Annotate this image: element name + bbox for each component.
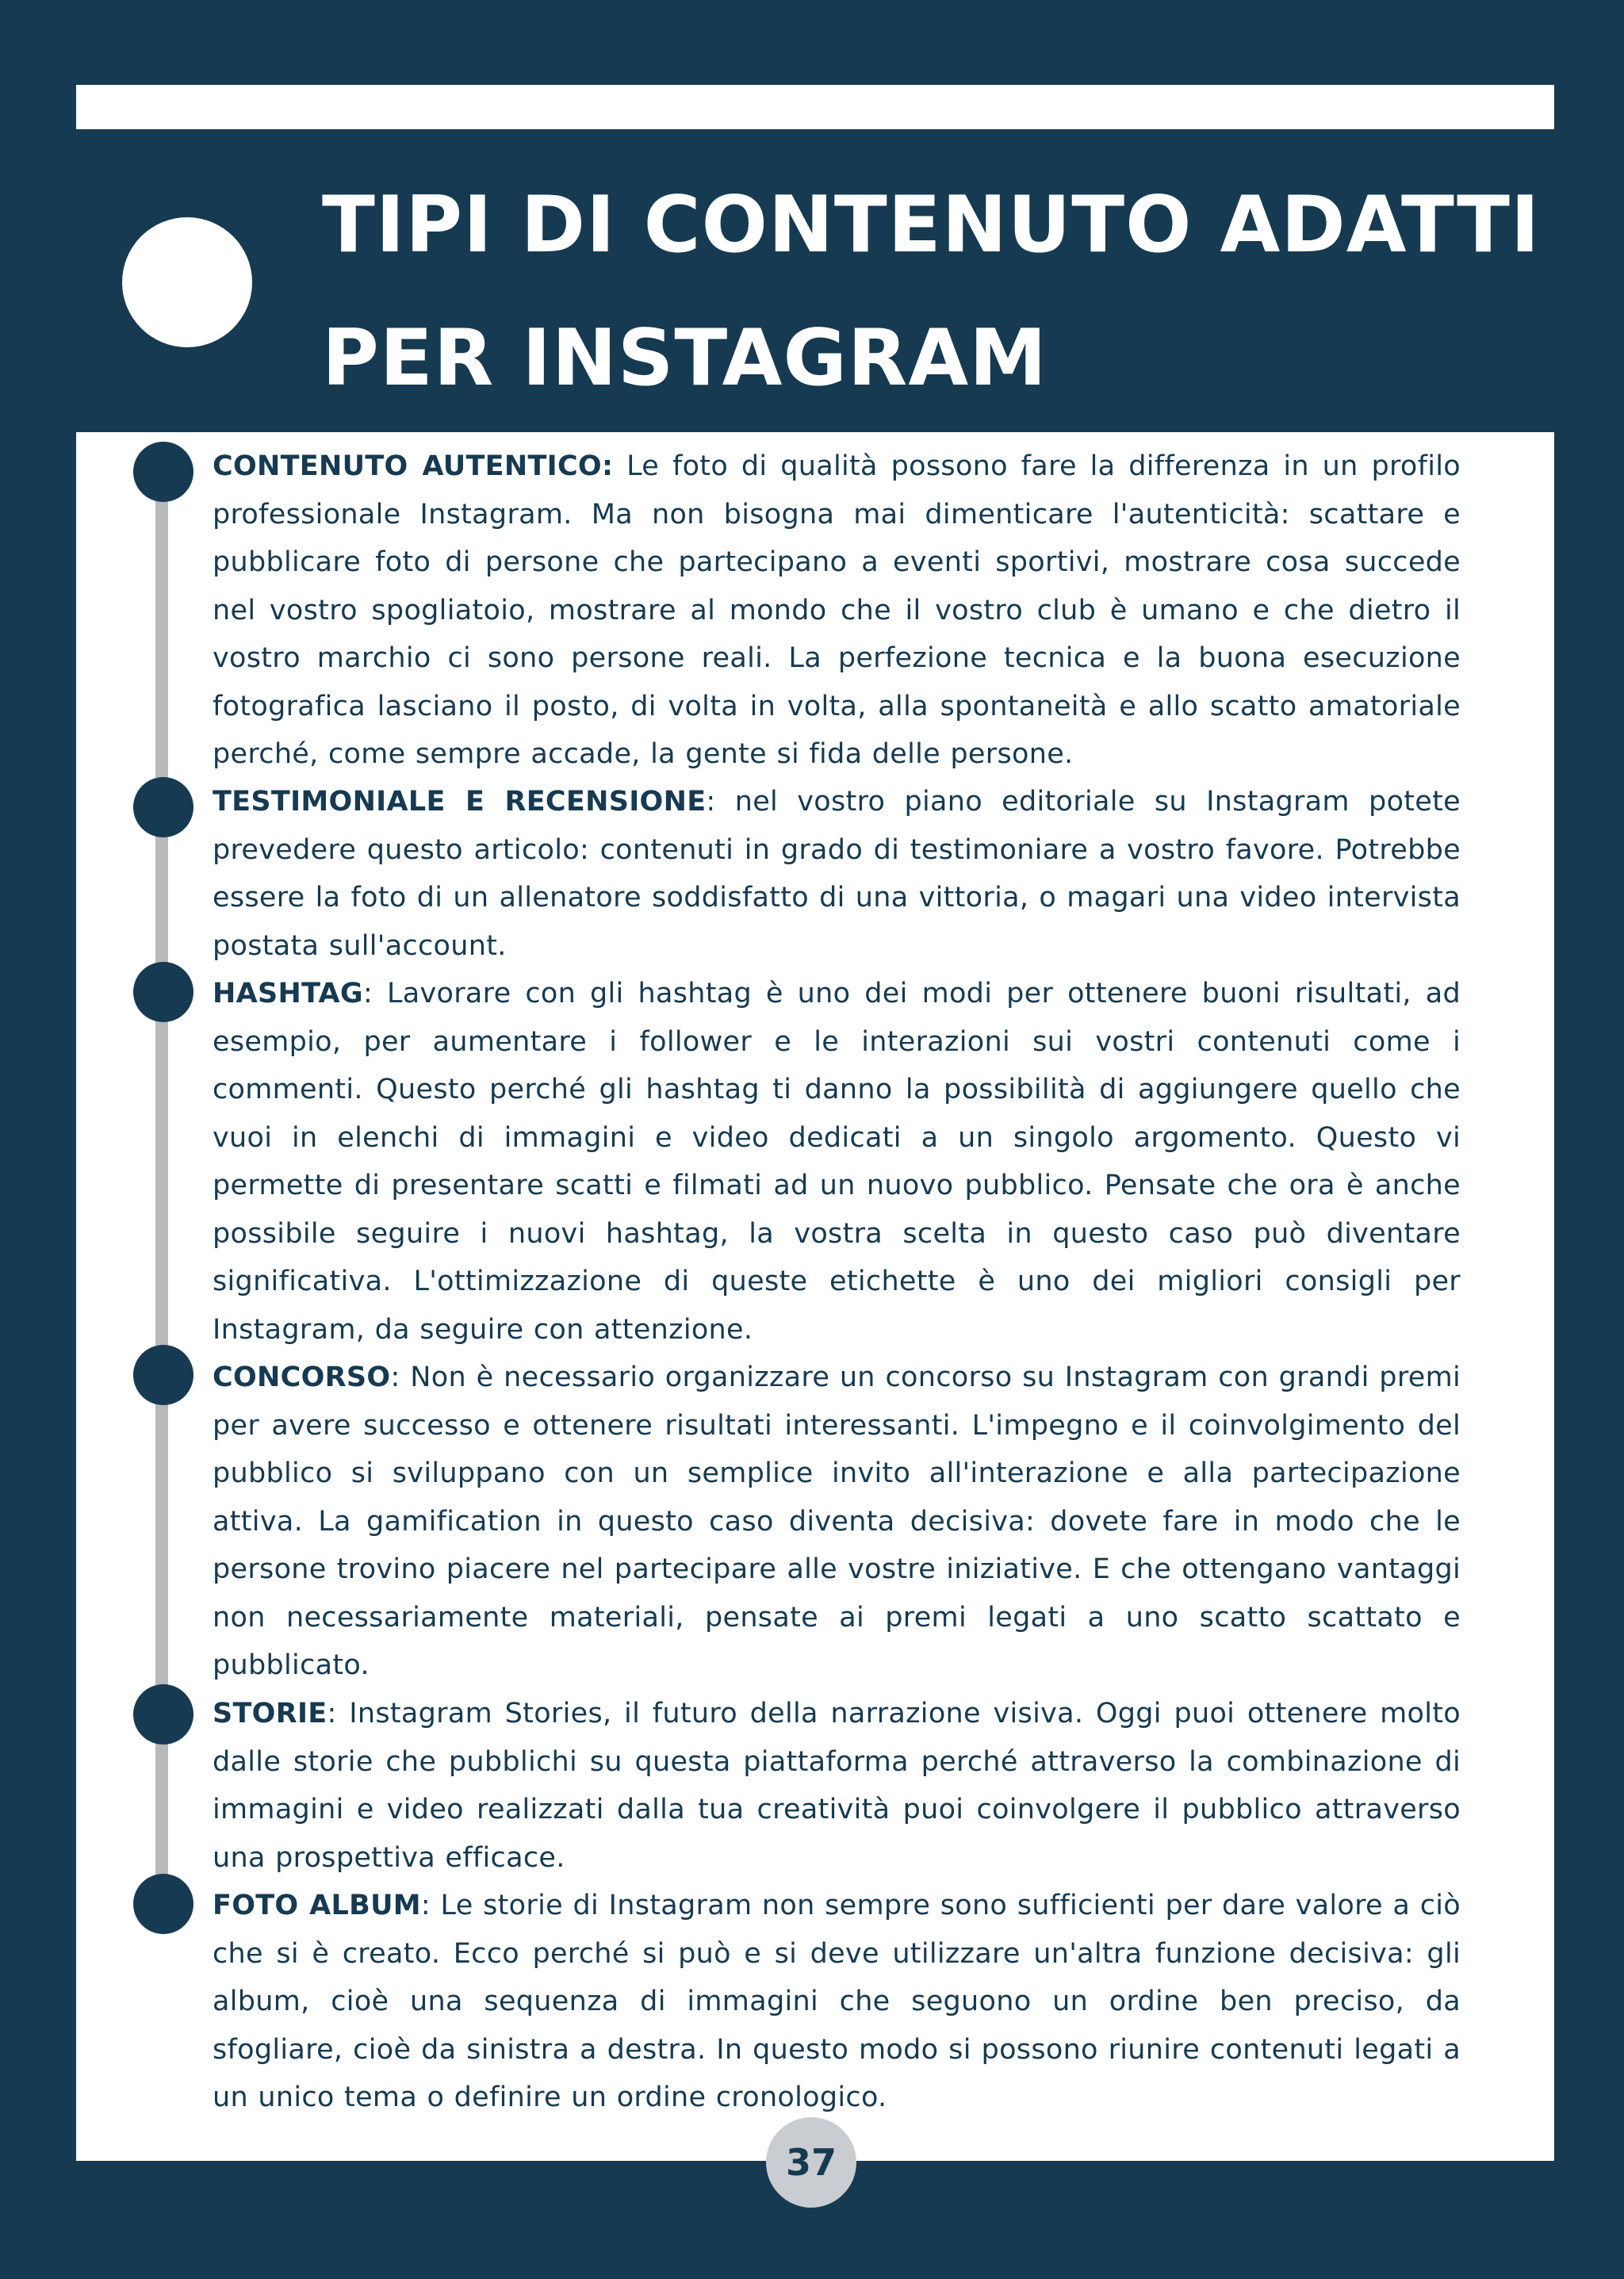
section-heading: FOTO ALBUM <box>213 1890 421 1921</box>
header-bar <box>76 85 1554 129</box>
section-body: : Le storie di Instagram non sempre sono sufficienti per dare valore a ciò che si è creato. Ecco perché si può e si deve utilizzare un'altra funzione decisiva: gli album, cioè una sequenza di immagini che seguono un ordine ben preciso, da sfogliare, cioè da sinistra a destra. In questo modo si possono riunire contenuti legati a un unico tema o definire un ordine cronologico. <box>213 1890 1461 2113</box>
section-body: : nel vostro piano editoriale su Instagram potete prevedere questo articolo: contenuti in grado di testimoniare a vostro favore. Potrebbe essere la foto di un allenatore soddisfatto di una vittoria, o magari una video intervista postata sull'account. <box>213 786 1461 962</box>
section-heading: CONTENUTO AUTENTICO: <box>213 450 614 482</box>
section-body: : Lavorare con gli hashtag è uno dei modi per ottenere buoni risultati, ad esempio, per aumentare i follower e le interazioni sui vostri contenuti come i commenti. Questo perché gli hashtag ti danno la possibilità di aggiungere quello che vuoi in elenchi di immagini e video dedicati a un singolo argomento. Questo vi permette di presentare scatti e filmati ad un nuovo pubblico. Pensate che ora è anche possibile seguire i nuovi hashtag, la vostra scelta in questo caso può diventare significativa. L'ottimizzazione di queste etichette è uno dei migliori consigli per Instagram, da seguire con attenzione. <box>213 978 1461 1346</box>
timeline-dot <box>133 1345 193 1405</box>
section-heading: STORIE <box>213 1698 327 1729</box>
timeline-dot <box>133 962 193 1022</box>
section-concorso <box>213 1354 1461 1690</box>
timeline-dot <box>133 1874 193 1934</box>
section-heading: TESTIMONIALE E RECENSIONE <box>213 786 707 818</box>
section-hashtag <box>213 970 1461 1354</box>
timeline-dot <box>133 777 193 837</box>
header-circle-decoration <box>122 217 252 347</box>
timeline-dot <box>133 1684 193 1745</box>
page-number-badge <box>766 2117 856 2208</box>
page-number: 37 <box>785 2141 837 2184</box>
section-heading: CONCORSO <box>213 1362 391 1393</box>
section-heading: HASHTAG <box>213 978 363 1009</box>
section-storie <box>213 1690 1461 1882</box>
section-body: Le foto di qualità possono fare la differenza in un profilo professionale Instagram. Ma non bisogna mai dimenticare l'autenticità: scattare e pubblicare foto di persone che partecipano a eventi sportivi, mostrare cosa succede nel vostro spogliatoio, mostrare al mondo che il vostro club è umano e che dietro il vostro marchio ci sono persone reali. La perfezione tecnica e la buona esecuzione fotografica lasciano il posto, di volta in volta, alla spontaneità e allo scatto amatoriale perché, come sempre accade, la gente si fida delle persone. <box>213 450 1461 770</box>
section-contenuto-autentico <box>213 442 1461 779</box>
timeline-dot <box>133 442 193 502</box>
section-body: : Instagram Stories, il futuro della narrazione visiva. Oggi puoi ottenere molto dalle storie che pubblichi su questa piattaforma perché attraverso la combinazione di immagini e video realizzati dalla tua creatività puoi coinvolgere il pubblico attraverso una prospettiva efficace. <box>213 1698 1461 1874</box>
page-title: TIPI DI CONTENUTO ADATTI PER INSTAGRAM <box>322 180 1541 404</box>
section-body: : Non è necessario organizzare un concorso su Instagram con grandi premi per avere successo e ottenere risultati interessanti. L'impegno e il coinvolgimento del pubblico si sviluppano con un semplice invito all'interazione e alla partecipazione attiva. La gamification in questo caso diventa decisiva: dovete fare in modo che le persone trovino piacere nel partecipare alle vostre iniziative. E che ottengano vantaggi non necessariamente materiali, pensate ai premi legati a uno scatto scattato e pubblicato. <box>213 1362 1461 1681</box>
section-foto-album <box>213 1882 1461 2122</box>
section-testimoniale <box>213 778 1461 970</box>
